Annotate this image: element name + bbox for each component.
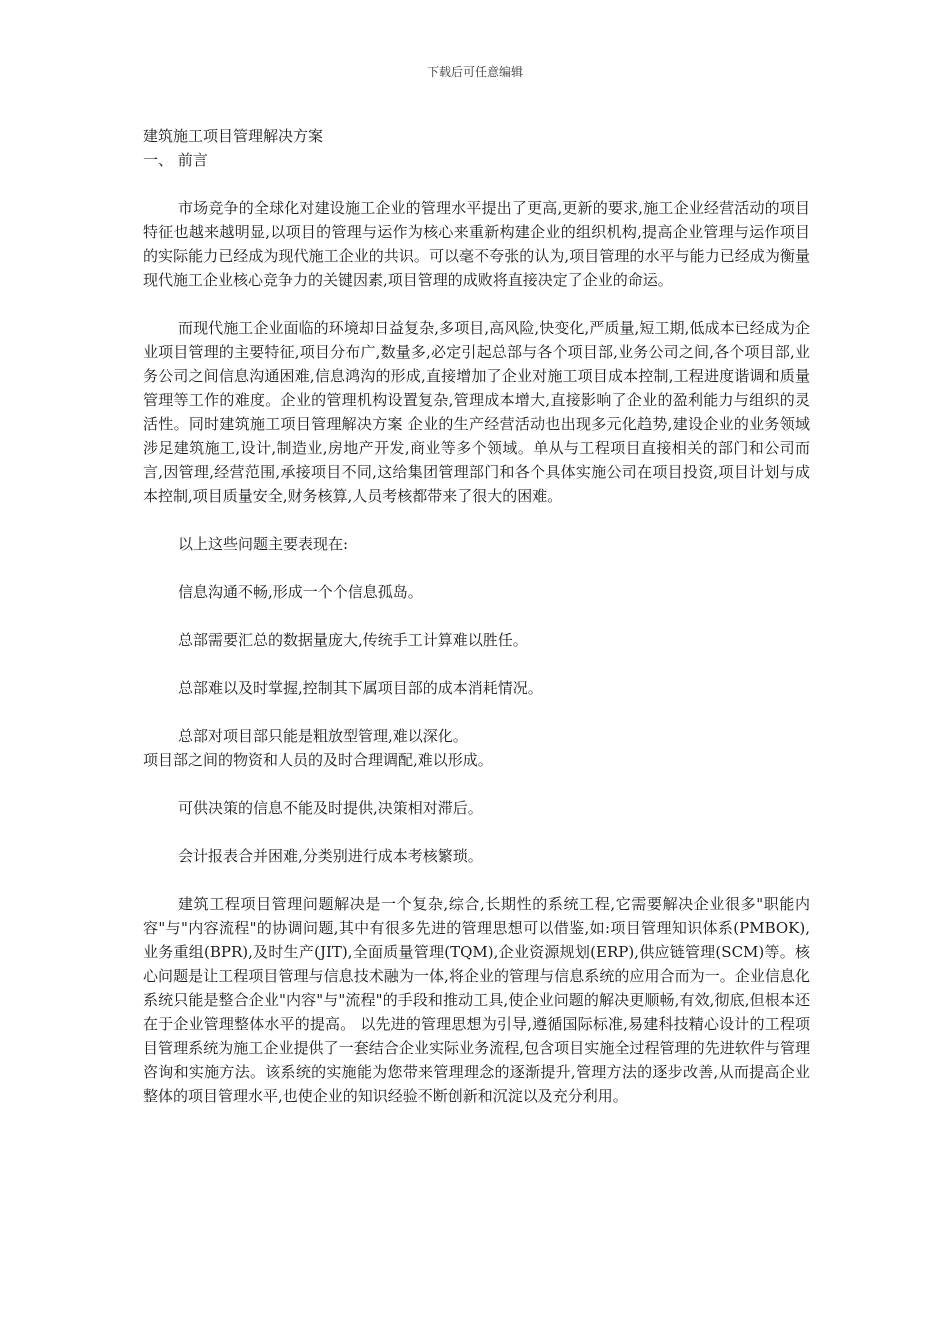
problem-item: 总部对项目部只能是粗放型管理,难以深化。 — [178, 727, 468, 745]
section-heading-preface: 一、 前言 — [143, 151, 208, 169]
problem-item: 总部需要汇总的数据量庞大,传统手工计算难以胜任。 — [178, 631, 528, 649]
paragraph-problems-lead: 以上这些问题主要表现在: — [178, 535, 349, 553]
document-title: 建筑施工项目管理解决方案 — [143, 127, 324, 145]
problem-item: 会计报表合并困难,分类别进行成本考核繁琐。 — [178, 847, 483, 865]
paragraph-environment: 而现代施工企业面临的环境却日益复杂,多项目,高风险,快变化,严质量,短工期,低成本已经成为企业项目管理的主要特征,项目分布广,数量多,必定引起总部与各个项目部,业务公司之间,各个项目部,业务公司之间信息沟通困难,信息鸿沟的形成,直接增加了企业对施工项目成本控制,工程进度谐调和质量管理等工作的难度。企业的管理机构设置复杂,管理成本增大,直接影响了企业的盈利能力与组织的灵活性。同时建筑施工项目管理解决方案 企业的生产经营活动也出现多元化趋势,建设企业的业务领域涉足建筑施工,设计,制造业,房地产开发,商业等多个领域。单从与工程项目直接相关的部门和公司而言,因管理,经营范围,承接项目不同,这给集团管理部门和各个具体实施公司在项目投资,项目计划与成本控制,项目质量安全,财务核算,人员考核都带来了很大的困难。 — [143, 319, 810, 505]
document-body — [143, 124, 810, 1108]
page-header-note: 下载后可任意编辑 — [426, 65, 523, 79]
problem-item: 项目部之间的物资和人员的及时合理调配,难以形成。 — [143, 751, 493, 769]
paragraph-solution: 建筑工程项目管理问题解决是一个复杂,综合,长期性的系统工程,它需要解决企业很多"职能内容"与"内容流程"的协调问题,其中有很多先进的管理思想可以借鉴,如:项目管理知识体系(PMBOK),业务重组(BPR),及时生产(JIT),全面质量管理(TQM),企业资源规划(ERP),供应链管理(SCM)等。核心问题是让工程项目管理与信息技术融为一体,将企业的管理与信息系统的应用合而为一。企业信息化系统只能是整合企业"内容"与"流程"的手段和推动工具,使企业问题的解决更顺畅,有效,彻底,但根本还在于企业管理整体水平的提高。 以先进的管理思想为引导,遵循国际标准,易建科技精心设计的工程项目管理系统为施工企业提供了一套结合企业实际业务流程,包含项目实施全过程管理的先进软件与管理咨询和实施方法。该系统的实施能为您带来管理理念的逐渐提升,管理方法的逐步改善,从而提高企业整体的项目管理水平,也使企业的知识经验不断创新和沉淀以及充分利用。 — [143, 895, 810, 1105]
problem-item: 总部难以及时掌握,控制其下属项目部的成本消耗情况。 — [178, 679, 543, 697]
problem-item: 可供决策的信息不能及时提供,决策相对滞后。 — [178, 799, 483, 817]
paragraph-intro: 市场竞争的全球化对建设施工企业的管理水平提出了更高,更新的要求,施工企业经营活动的项目特征也越来越明显,以项目的管理与运作为核心来重新构建企业的组织机构,提高企业管理与运作项目的实际能力已经成为现代施工企业的共识。可以毫不夸张的认为,项目管理的水平与能力已经成为衡量现代施工企业核心竞争力的关键因素,项目管理的成败将直接决定了企业的命运。 — [143, 199, 810, 289]
problem-item: 信息沟通不畅,形成一个个信息孤岛。 — [178, 583, 423, 601]
